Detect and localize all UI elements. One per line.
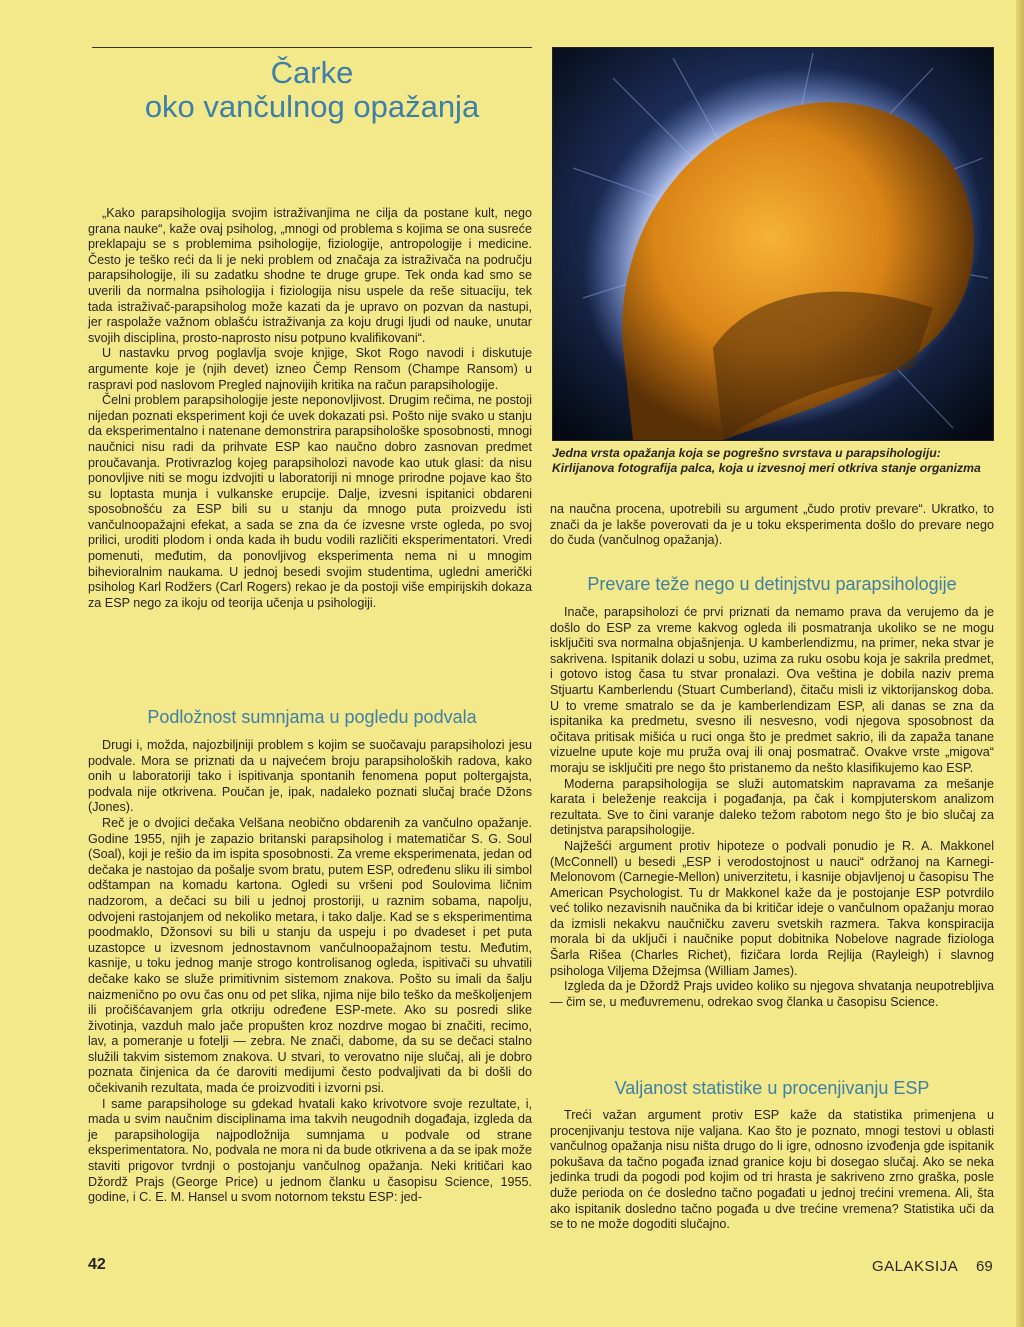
article-title: Čarke — [270, 55, 354, 90]
magazine-name: GALAKSIJA — [872, 1258, 959, 1275]
paragraph: Najžešći argument protiv hipoteze o podvali ponudio je R. A. Makkonel (McConnell) u besedi „ESP i verodostojnost u nauci“ održanoj na Karnegi-Melonovom (Carnegie-Mellon) univerzitetu, i kasnije objavljenoj u časopisu The American Psychologist. Tu dr Makkonel kaže da je postojanje ESP potvrdilo već toliko nezavisnih naučnika da bi kritičar ideje o vančulnom opažanju morao da izmisli nekakvu naučničku zaveru svetskih razmera. Takva konspiracija morala bi da uključi i naučnike poput dobitnika Nobelove nagrade fiziologa Šarla Rišea (Charles Richet), fizičara lorda Rejlija (Rayleigh) i slavnog psihologa Viljema Džejmsa (William James). — [550, 838, 994, 978]
article-title-line2: oko vančulnog opažanja — [144, 89, 480, 124]
left-column-section — [88, 738, 532, 1206]
title-rule — [92, 47, 532, 48]
subheading-prevare: Prevare teže nego u detinjstvu parapsihologije — [587, 574, 957, 594]
kirlian-photo — [552, 47, 994, 441]
paragraph: Inače, parapsiholozi će prvi priznati da nemamo prava da verujemo da je došlo do ESP za vreme kakvog ogleda ili posmatranja ukoliko se ne mogu isključiti sva normalna objašnjenja. U kamberlendizmu, na primer, neka stvar je sakrivena. Ispitanik dolazi u sobu, uzima za ruku osobu koja je sakrila predmet, i gotovo istog časa tu stvar pronalazi. Ova veština je dobila naziv prema Stjuartu Kamberlendu (Stuart Cumberland), čitaču misli iz viktorijanskog doba. U to vreme smatralo se da je kamberlendizam ESP, ali danas se zna da ispitanika ka predmetu, svesno ili nesvesno, vodi njegova sposobnost da očitava pritisak mišića u ruci onga što je predmet sakrio, ili da zapaža tanane vizuelne upute koje mu pruža ovaj ili onaj posmatrač. Ovakve vrste „migova“ moraju se isključiti pre nego što pristanemo da nešto klasifikujemo kao ESP. — [550, 605, 994, 775]
paragraph: Izgleda da je Džordž Prajs uvideo koliko su njegova shvatanja neupotrebljiva — čim se, u međuvremenu, odrekao svog članka u časopisu Science. — [550, 979, 994, 1009]
kirlian-thumb-image — [553, 48, 993, 440]
paragraph: Reč je o dvojici dečaka Velšana neobično obdarenih za vančulno opažanje. Godine 1955, njih je zapazio britanski parapsiholog i matematičar S. G. Soul (Soal), koji je rešio da im ispita sposobnosti. Za vreme eksperimenata, jedan od dečaka je nastojao da pošalje svom bratu, putem ESP, određenu sliku ili simbol odštampan na komadu kartona. Ogledi su vršeni pod Soulovima ličnim nadzorom, a dečaci su bili u jednoj prostoriji, u raznim sobama, napolju, odvojeni rastojanjem od nekoliko metara, i tako dalje. Kad se s eksperimentima poodmaklo, Džonsovi su bili u stanju da uspeju i po dvadeset i pet puta uzastopce u izvesnom jednostavnom vančulnoopažajnom testu. Međutim, kasnije, u toku jednog manje strogo kontrolisanog ogleda, ispitivači su uhvatili dečake kako se služe primitivnim sistemom znakova. Pošto su imali da šalju naizmenično po ovu čas onu od pet slika, njima nije bilo teško da meškoljenjem ili pročišćavanjem grla otkriju određene ESP-mete. Ako su posredi slike životinja, vazduh malo jače propušten kroz nozdrve mogao bi značiti, recimo, lav, a pomeranje u fotelji — zebra. Ne znači, dabome, da su se dečaci stalno služili takvim sistemom znakova. U stvari, to verovatno nije slučaj, ali je dobro poznata činjenica da će daroviti medijumi često podvaljivati da bi došli do očekivanih rezultata, mada će proizvoditi i izvorni psi. — [88, 815, 532, 1096]
right-column-section — [550, 605, 994, 1010]
page-number-right: 69 — [976, 1258, 993, 1275]
subheading-statistika: Valjanost statistike u procenjivanju ESP — [614, 1078, 930, 1098]
paragraph: Drugi i, možda, najozbiljniji problem s kojim se suočavaju parapsiholozi jesu podvale. Mora se priznati da u najvećem broju parapsiholoških radova, kako onih u laboratoriji tako i ispitivanja spontanih fenomena poput poltergajsta, podvala nije otkrivena. Poučan je, ipak, nadaleko poznati slučaj braće Džons (Jones). — [88, 738, 532, 815]
paragraph: Moderna parapsihologija se služi automatskim napravama za mešanje karata i beleženje reakcija i pogađanja, pa čak i kompjuterskom analizom rezultata. Sve to čini varanje daleko težom rabotom nego što je bio slučaj za detinjstva parapsihologije. — [550, 776, 994, 838]
page-number-left: 42 — [88, 1256, 106, 1273]
paragraph: I same parapsihologe su gdekad hvatali kako krivotvore svoje rezultate, i, mada u svim naučnim disciplinama ima takvih neugodnih događaja, izgleda da je parapsihologija najpodložnija sumnjama u podvale od strane eksperimentatora. No, podvala ne mora ni da bude otkrivena a da se ipak može staviti prigovor tvrdnji o postojanju vančulnog opažanja. Neki kritičari kao Džordž Prajs (George Price) u jednom članku u časopisu Science, 1955. godine, i C. E. M. Hansel u svom notornom tekstu ESP: jed- — [88, 1096, 532, 1205]
left-column-intro — [88, 206, 532, 611]
page-edge — [1016, 0, 1024, 1327]
right-column-section — [550, 1108, 994, 1233]
subheading-podvale: Podložnost sumnjama u pogledu podvala — [147, 707, 477, 727]
paragraph: Čelni problem parapsihologije jeste neponovljivost. Drugim rečima, ne postoji nijedan poznati eksperiment koji će uvek dokazati psi. Pošto nije svako u stanju da eksperimentalno i natenane demonstrira parapsihološke sposobnosti, mnogi naučnici nisu radi da prihvate ESP kao naučno dobro zasnovan predmet proučavanja. Protivrazlog kojeg parapsiholozi navode kao utuk glasi: da nisu ponovljive niti se mogu izdvojiti u laboratoriji ni mnoge prirodne pojave kao što su loptasta munja i vulkanske erupcije. Dalje, izvesni ispitanici obdareni sposobnošću za ESP bili su u stanju da mnogo puta proizvedu isti vančulnoopažajni efekat, a sada se zna da će izvesne vrste ogleda, po svoj prilici, uroditi plodom i onda kada ih budu vodili različiti eksperimentatori. Vredi pomenuti, međutim, da ponovljivog eksperimenta nema ni u mnogim bihevioralnim naukama. U jednoj besedi svojim studentima, ugledni američki psiholog Karl Rodžers (Carl Rogers) rekao je da postoji više empirijskih dokaza za ESP nego za ikoju od teorija učenja u psihologiji. — [88, 393, 532, 610]
photo-caption: Jedna vrsta opažanja koja se pogrešno svrstava u parapsihologiju: Kirlijanova fotografija palca, koja u izvesnoj meri otkriva stanje organizma — [552, 446, 981, 475]
paragraph: na naučna procena, upotrebili su argument „čudo protiv prevare“. Ukratko, to znači da je lakše poverovati da je u toku eksperimenta došlo do prevare nego do čuda (vančulnog opažanja). — [550, 502, 994, 548]
paragraph: Treći važan argument protiv ESP kaže da statistika primenjena u procenjivanju testova nije valjana. Kao što je poznato, mnogi testovi u oblasti vančulnog opažanja nisu ništa drugo do li igre, odnosno izvođenja gde ispitanik pokušava da tačno pogađa iznad granice koju bi dosegao slučaj. Ako se neka jedinka trudi da pogodi pod kojim od tri hrasta je sakriveno zrno graška, posle duže perioda on će dosledno tačno pogađati u jednoj trećini vremena. Ali, šta ako ispitanik dosledno tačno pogađa u dve trećine vremena? Statistika uči da se to ne može dogoditi slučajno. — [550, 1108, 994, 1232]
paragraph: U nastavku prvog poglavlja svoje knjige, Skot Rogo navodi i diskutuje argumente koje je (njih devet) izneo Čemp Rensom (Champe Ransom) u raspravi pod naslovom Pregled najnovijih kritika na račun parapsihologije. — [88, 346, 532, 392]
paragraph: „Kako parapsihologija svojim istraživanjima ne cilja da postane kult, nego grana nauke“, kaže ovaj psiholog, „mnogi od problema s kojima se ona susreće preklapaju se s problemima psihologije, fiziologije, antropologije i medicine. Često je teško reći da li je neki problem od značaja za istraživača na području parapsihologije, ili su zadatku shodne te druge grupe. Tek onda kad smo se uverili da normalna psihologija i fiziologija nisu uspele da reše situaciju, tek tada istraživač-parapsiholog može kazati da je upravo on pozvan da nastupi, jer raspolaže važnom oblašću istraživanja za koju drugi ljudi od nauke, unutar svojih disciplina, prosto-naprosto nisu potpuno kvalifikovani“. — [88, 206, 532, 345]
right-column-continuation — [550, 502, 994, 549]
